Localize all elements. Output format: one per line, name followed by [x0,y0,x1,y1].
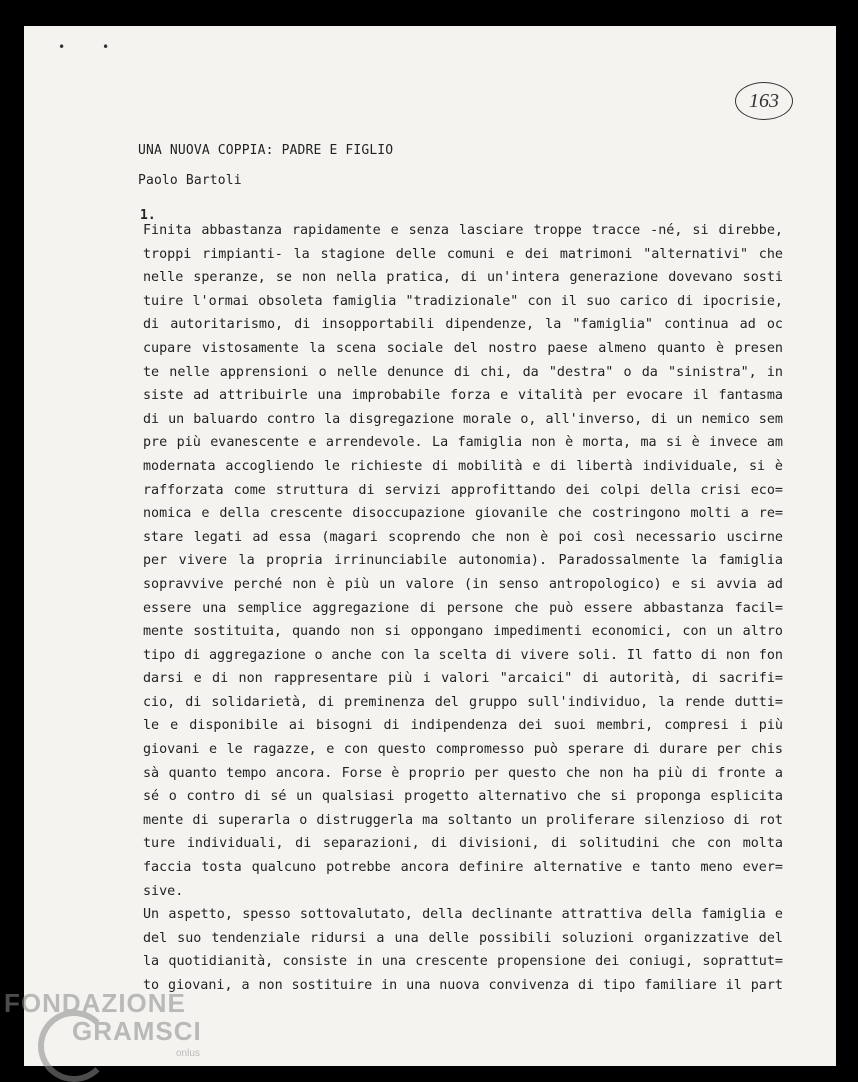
text-line: troppi rimpianti- la stagione delle comuni e dei matrimoni "alternativi" che [143,246,783,262]
text-line: sà quanto tempo ancora. Forse è proprio per questo che non ha più di fronte a [143,765,783,781]
text-line: di un baluardo contro la disgregazione morale o, all'inverso, di un nemico sem [143,411,783,427]
text-line: rafforzata come struttura di servizi approfittando dei colpi della crisi eco= [143,482,783,498]
text-line: mente sostituita, quando non si oppongano impedimenti economici, con un altro [143,624,783,640]
text-line: cio, di solidarietà, di preminenza del gruppo sull'individuo, la rende dutti= [143,694,783,710]
text-line: sopravvive perché non è più un valore (in senso antropologico) e si avvia ad [143,576,783,592]
text-line: tipo di aggregazione o anche con la scelta di vivere soli. Il fatto di non fon [143,647,783,663]
text-line: siste ad attribuirle una improbabile forza e vitalità per evocare il fantasma [143,388,783,404]
author-name: Paolo Bartoli [138,173,242,188]
body-text [143,219,783,998]
text-line: stare legati ad essa (magari scoprendo che non è poi così necessario uscirne [143,529,783,545]
watermark-line2: GRAMSCI [72,1016,202,1046]
typewritten-page [24,26,836,1066]
text-line: cupare vistosamente la scena sociale del nostro paese almeno quanto è presen [143,340,783,356]
text-line: nelle speranze, se non nella pratica, di un'intera generazione dovevano sosti [143,270,783,286]
watermark-line3: onlus [176,1048,200,1059]
text-line: pre più evanescente e arrendevole. La famiglia non è morta, ma si è invece am [143,435,783,451]
text-line: tuire l'ormai obsoleta famiglia "tradizionale" con il suo carico di ipocrisie, [143,293,783,309]
text-line: giovani e le ragazze, e con questo compromesso può sperare di durare per chis [143,742,783,758]
text-line: to giovani, a non sostituire in una nuova convivenza di tipo familiare il part [143,978,783,993]
watermark-line1: FONDAZIONE [4,988,186,1018]
text-line: la quotidianità, consiste in una crescente propensione dei coniugi, soprattut= [143,954,783,970]
text-line: nomica e della crescente disoccupazione giovanile che costringono molti a re= [143,506,783,522]
text-line: modernata accogliendo le richieste di mobilità e di libertà individuale, si è [143,458,783,474]
text-line: per vivere la propria irrinunciabile autonomia). Paradossalmente la famiglia [143,553,783,569]
text-line: le e disponibile ai bisogni di indipendenza dei suoi membri, compresi i più [143,718,783,734]
watermark-logo [4,982,234,1080]
text-line: di autoritarismo, di insopportabili dipendenze, la "famiglia" continua ad oc [143,317,783,333]
text-line: faccia tosta qualcuno potrebbe ancora definire alternative e tanto meno ever= [143,860,783,876]
text-line: Un aspetto, spesso sottovalutato, della declinante attrattiva della famiglia e [143,907,783,923]
text-line: ture individuali, di separazioni, di divisioni, di solitudini che con molta [143,836,783,852]
text-line: te nelle apprensioni o nelle denunce di chi, da "destra" o da "sinistra", in [143,364,783,380]
punch-hole-mark: • [102,40,110,54]
text-line: del suo tendenziale ridursi a una delle possibili soluzioni organizzative del [143,930,783,946]
punch-hole-mark: • [58,40,66,54]
text-line: mente di superarla o distruggerla ma soltanto un proliferare silenzioso di rot [143,812,783,828]
text-line: darsi e di non rappresentare più i valori "arcaici" di autorità, di sacrifi= [143,671,783,687]
text-line: sé o contro di sé un qualsiasi progetto alternativo che si proponga esplicita [143,789,783,805]
text-line: Finita abbastanza rapidamente e senza lasciare troppe tracce -né, si direbbe, [143,223,783,238]
text-line: sive. [143,883,184,899]
text-line: essere una semplice aggregazione di persone che può essere abbastanza facil= [143,600,783,616]
document-title: UNA NUOVA COPPIA: PADRE E FIGLIO [138,143,394,158]
page-number: 163 [735,82,793,120]
section-number: 1. [140,208,156,223]
